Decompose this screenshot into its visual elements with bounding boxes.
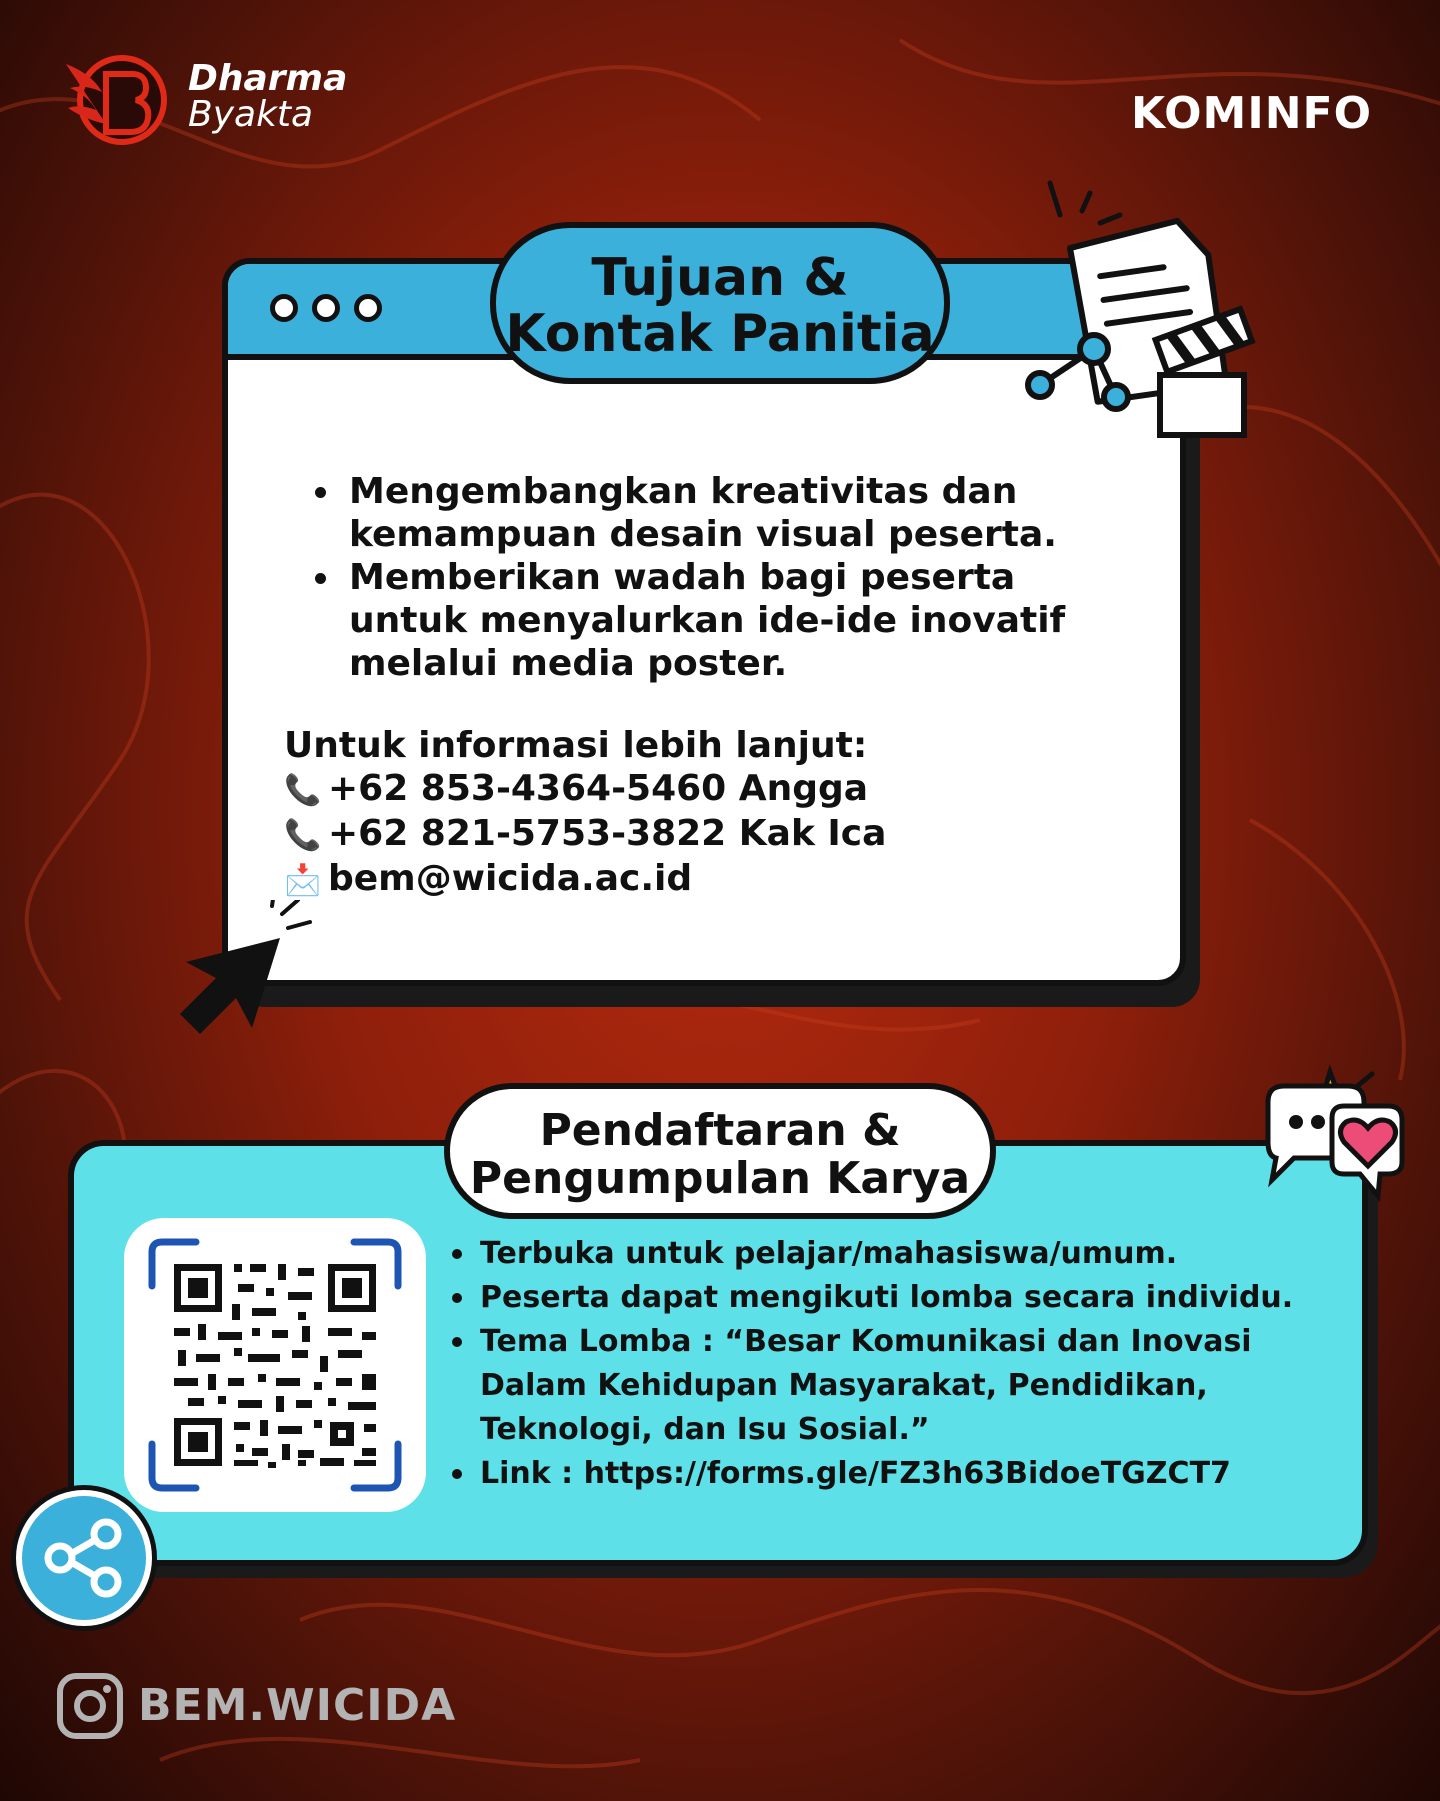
contact-phone-text: +62 821-5753-3822 Kak Ica xyxy=(328,813,887,854)
registration-info-item: Peserta dapat mengikuti lomba secara individu. xyxy=(448,1276,1308,1320)
registration-info-item: Tema Lomba : “Besar Komunikasi dan Inovasi Dalam Kehidupan Masyarakat, Pendidikan, Teknologi, dan Isu Sosial.” xyxy=(448,1320,1308,1452)
goal-item: Mengembangkan kreativitas dan kemampuan desain visual peserta. xyxy=(305,470,1135,556)
department-label: KOMINFO xyxy=(1131,88,1372,139)
registration-qr-code[interactable] xyxy=(148,1238,402,1492)
window-dot-icon xyxy=(270,294,298,322)
documents-share-icon xyxy=(1020,175,1280,445)
share-button[interactable] xyxy=(16,1490,152,1626)
goals-list xyxy=(305,470,1135,685)
instagram-icon xyxy=(56,1672,124,1740)
phone-icon: 📞 xyxy=(284,818,322,853)
registration-link-item[interactable]: Link : https://forms.gle/FZ3h63BidoeTGZCT7 xyxy=(448,1452,1308,1496)
registration-info-item: Terbuka untuk pelajar/mahasiswa/umum. xyxy=(448,1232,1308,1276)
contact-email-text: bem@wicida.ac.id xyxy=(328,858,693,899)
share-icon xyxy=(38,1512,130,1604)
window-dot-icon xyxy=(312,294,340,322)
card-title-line1: Tujuan & xyxy=(591,248,849,308)
window-dot-icon xyxy=(354,294,382,322)
goal-item: Memberikan wadah bagi peserta untuk menyalurkan ide-ide inovatif melalui media poster. xyxy=(305,556,1135,685)
card-title-line2: Pengumpulan Karya xyxy=(469,1153,971,1204)
goals-contact-title-pill xyxy=(490,222,950,384)
contact-phone-row[interactable] xyxy=(284,767,1084,812)
brand-name-line1: Dharma xyxy=(188,58,348,99)
contact-info xyxy=(284,724,1084,902)
dharma-byakta-logo xyxy=(62,44,170,148)
contact-phone-text: +62 853-4364-5460 Angga xyxy=(328,768,869,809)
contact-email-row[interactable] xyxy=(284,857,1084,902)
brand-name-line2: Byakta xyxy=(188,94,314,135)
instagram-handle[interactable]: BEM.WICIDA xyxy=(138,1680,457,1731)
card-title-line2: Kontak Panitia xyxy=(505,304,935,364)
card-title-line1: Pendaftaran & xyxy=(539,1105,901,1156)
phone-icon: 📞 xyxy=(284,773,322,808)
envelope-icon: 📩 xyxy=(284,863,322,898)
contact-phone-row[interactable] xyxy=(284,812,1084,857)
pointer-cursor-icon xyxy=(170,900,320,1040)
chat-heart-bubbles-icon xyxy=(1232,1062,1412,1222)
registration-title-pill xyxy=(444,1083,996,1219)
registration-info-list xyxy=(448,1232,1308,1496)
contact-heading: Untuk informasi lebih lanjut: xyxy=(284,725,868,766)
